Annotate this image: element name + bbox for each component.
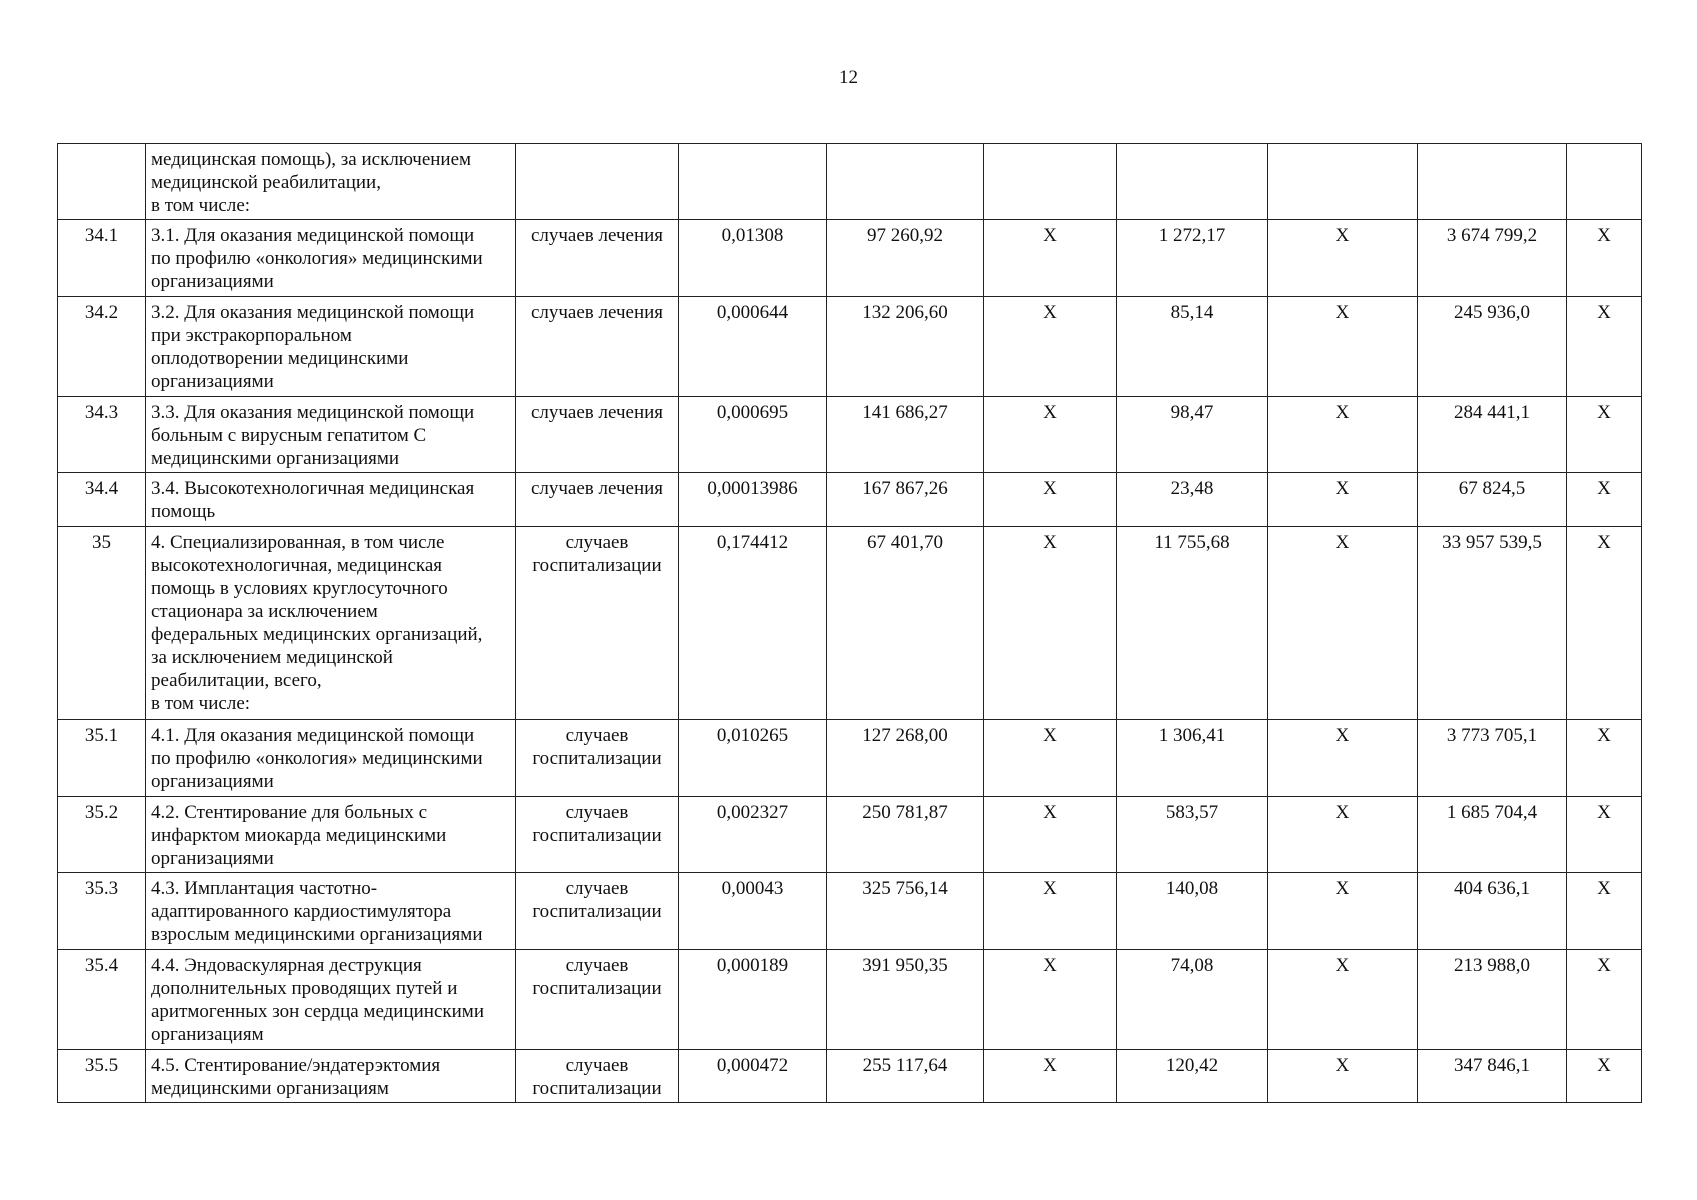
unit-line: госпитализации (532, 901, 662, 922)
col6-cell: 98,47 (1117, 397, 1268, 473)
col7-cell: Х (1268, 397, 1418, 473)
col9-cell (1567, 144, 1642, 220)
name-cell (146, 950, 516, 1050)
name-line: помощь (151, 501, 216, 522)
col6-cell (1117, 144, 1268, 220)
cost-cell: 132 206,60 (827, 297, 984, 397)
row-number-cell: 35.1 (58, 720, 146, 797)
col9-cell: Х (1567, 397, 1642, 473)
norm-cell: 0,00043 (679, 873, 827, 950)
col5-cell: Х (984, 297, 1117, 397)
name-line: больным с вирусным гепатитом С (151, 425, 427, 446)
col9-cell: Х (1567, 473, 1642, 527)
name-line: 3.1. Для оказания медицинской помощи (151, 225, 475, 246)
name-cell (146, 1050, 516, 1103)
cost-cell: 255 117,64 (827, 1050, 984, 1103)
unit-cell (516, 720, 679, 797)
norm-cell: 0,000695 (679, 397, 827, 473)
col7-cell: Х (1268, 297, 1418, 397)
name-cell (146, 473, 516, 527)
name-line: в том числе: (151, 195, 251, 216)
name-cell (146, 397, 516, 473)
table-row (58, 527, 1642, 720)
col8-cell: 33 957 539,5 (1418, 527, 1567, 720)
name-line: 4. Специализированная, в том числе (151, 532, 445, 553)
name-line: 4.4. Эндоваскулярная деструкция (151, 955, 422, 976)
name-line: аритмогенных зон сердца медицинскими (151, 1001, 485, 1022)
col9-cell: Х (1567, 797, 1642, 873)
table-row (58, 873, 1642, 950)
name-line: взрослым медицинскими организациями (151, 924, 483, 945)
row-number-cell (58, 144, 146, 220)
col8-cell: 213 988,0 (1418, 950, 1567, 1050)
name-line: 3.4. Высокотехнологичная медицинская (151, 478, 475, 499)
col8-cell: 404 636,1 (1418, 873, 1567, 950)
col9-cell: Х (1567, 720, 1642, 797)
name-line: инфарктом миокарда медицинскими (151, 825, 447, 846)
col5-cell (984, 144, 1117, 220)
name-line: оплодотворении медицинскими (151, 348, 409, 369)
cost-cell: 325 756,14 (827, 873, 984, 950)
col8-cell: 3 674 799,2 (1418, 220, 1567, 297)
name-cell (146, 797, 516, 873)
col6-cell: 120,42 (1117, 1050, 1268, 1103)
unit-line: госпитализации (532, 1078, 662, 1099)
row-number-cell: 34.4 (58, 473, 146, 527)
row-number-cell: 35.2 (58, 797, 146, 873)
col8-cell: 245 936,0 (1418, 297, 1567, 397)
col9-cell: Х (1567, 220, 1642, 297)
table-row (58, 1050, 1642, 1103)
name-line: дополнительных проводящих путей и (151, 978, 458, 999)
col8-cell: 284 441,1 (1418, 397, 1567, 473)
col7-cell: Х (1268, 950, 1418, 1050)
name-line: организациям (151, 1024, 264, 1045)
col6-cell: 23,48 (1117, 473, 1268, 527)
col5-cell: Х (984, 720, 1117, 797)
name-line: по профилю «онкология» медицинскими (151, 748, 483, 769)
name-line: стационара за исключением (151, 601, 378, 622)
unit-line: случаев (565, 1055, 629, 1076)
name-cell (146, 873, 516, 950)
col7-cell: Х (1268, 873, 1418, 950)
name-cell (146, 144, 516, 220)
col5-cell: Х (984, 473, 1117, 527)
unit-line: госпитализации (532, 825, 662, 846)
name-line: 3.3. Для оказания медицинской помощи (151, 402, 475, 423)
col5-cell: Х (984, 797, 1117, 873)
name-line: помощь в условиях круглосуточного (151, 578, 448, 599)
unit-line: госпитализации (532, 978, 662, 999)
name-line: 3.2. Для оказания медицинской помощи (151, 302, 475, 323)
unit-cell (516, 220, 679, 297)
name-line: 4.1. Для оказания медицинской помощи (151, 725, 475, 746)
table-row (58, 473, 1642, 527)
name-line: медицинскими организациями (151, 448, 400, 469)
col5-cell: Х (984, 220, 1117, 297)
unit-line: случаев лечения (530, 225, 664, 246)
norm-cell: 0,010265 (679, 720, 827, 797)
col9-cell: Х (1567, 527, 1642, 720)
unit-line: случаев лечения (530, 478, 664, 499)
name-cell (146, 297, 516, 397)
cost-cell: 391 950,35 (827, 950, 984, 1050)
name-line: 4.5. Стентирование/эндатерэктомия (151, 1055, 441, 1076)
name-cell (146, 720, 516, 797)
col6-cell: 140,08 (1117, 873, 1268, 950)
cost-cell: 250 781,87 (827, 797, 984, 873)
col7-cell: Х (1268, 1050, 1418, 1103)
col7-cell: Х (1268, 720, 1418, 797)
table-row (58, 797, 1642, 873)
name-line: по профилю «онкология» медицинскими (151, 248, 483, 269)
col6-cell: 11 755,68 (1117, 527, 1268, 720)
name-line: организациями (151, 771, 274, 792)
col9-cell: Х (1567, 950, 1642, 1050)
col5-cell: Х (984, 950, 1117, 1050)
unit-cell (516, 1050, 679, 1103)
table-row (58, 950, 1642, 1050)
unit-line: случаев (565, 955, 629, 976)
cost-cell: 167 867,26 (827, 473, 984, 527)
row-number-cell: 34.2 (58, 297, 146, 397)
unit-line: госпитализации (532, 748, 662, 769)
table-row (58, 144, 1642, 220)
col6-cell: 1 272,17 (1117, 220, 1268, 297)
row-number-cell: 34.1 (58, 220, 146, 297)
unit-line: случаев лечения (530, 302, 664, 323)
name-line: адаптированного кардиостимулятора (151, 901, 452, 922)
col9-cell: Х (1567, 1050, 1642, 1103)
row-number-cell: 34.3 (58, 397, 146, 473)
col7-cell: Х (1268, 220, 1418, 297)
cost-cell: 97 260,92 (827, 220, 984, 297)
norm-cell: 0,00013986 (679, 473, 827, 527)
unit-cell (516, 527, 679, 720)
name-line: медицинскими организациям (151, 1078, 389, 1099)
name-line: организациями (151, 271, 274, 292)
cost-cell: 67 401,70 (827, 527, 984, 720)
col8-cell: 347 846,1 (1418, 1050, 1567, 1103)
col9-cell: Х (1567, 873, 1642, 950)
unit-line: случаев (565, 532, 629, 553)
col5-cell: Х (984, 1050, 1117, 1103)
table-row (58, 297, 1642, 397)
name-line: 4.3. Имплантация частотно- (151, 878, 378, 899)
col8-cell: 1 685 704,4 (1418, 797, 1567, 873)
norm-cell: 0,000189 (679, 950, 827, 1050)
cost-cell: 127 268,00 (827, 720, 984, 797)
norm-cell: 0,000472 (679, 1050, 827, 1103)
unit-line: случаев (565, 878, 629, 899)
row-number-cell: 35.5 (58, 1050, 146, 1103)
name-line: при экстракорпоральном (151, 325, 352, 346)
unit-line: случаев (565, 725, 629, 746)
table-row (58, 720, 1642, 797)
name-line: в том числе: (151, 693, 251, 714)
norm-cell: 0,01308 (679, 220, 827, 297)
name-line: организациями (151, 371, 274, 392)
col6-cell: 1 306,41 (1117, 720, 1268, 797)
col5-cell: Х (984, 397, 1117, 473)
unit-line: случаев лечения (530, 402, 664, 423)
table-row (58, 397, 1642, 473)
norm-cell: 0,174412 (679, 527, 827, 720)
unit-cell (516, 144, 679, 220)
col7-cell (1268, 144, 1418, 220)
row-number-cell: 35 (58, 527, 146, 720)
col9-cell: Х (1567, 297, 1642, 397)
unit-cell (516, 950, 679, 1050)
col8-cell (1418, 144, 1567, 220)
name-line: медицинской реабилитации, (151, 172, 381, 193)
col6-cell: 85,14 (1117, 297, 1268, 397)
col7-cell: Х (1268, 797, 1418, 873)
name-line: реабилитации, всего, (151, 670, 322, 691)
col8-cell: 3 773 705,1 (1418, 720, 1567, 797)
unit-cell (516, 873, 679, 950)
col5-cell: Х (984, 873, 1117, 950)
cost-cell: 141 686,27 (827, 397, 984, 473)
unit-cell (516, 397, 679, 473)
name-line: медицинская помощь), за исключением (151, 149, 472, 170)
name-line: федеральных медицинских организаций, (151, 624, 483, 645)
unit-cell (516, 297, 679, 397)
data-table (57, 143, 1642, 1103)
col6-cell: 74,08 (1117, 950, 1268, 1050)
name-line: организациями (151, 848, 274, 869)
row-number-cell: 35.4 (58, 950, 146, 1050)
name-cell (146, 220, 516, 297)
name-line: 4.2. Стентирование для больных с (151, 802, 428, 823)
cost-cell (827, 144, 984, 220)
unit-line: случаев (565, 802, 629, 823)
col7-cell: Х (1268, 473, 1418, 527)
name-line: высокотехнологичная, медицинская (151, 555, 443, 576)
table-row (58, 220, 1642, 297)
col5-cell: Х (984, 527, 1117, 720)
col8-cell: 67 824,5 (1418, 473, 1567, 527)
col6-cell: 583,57 (1117, 797, 1268, 873)
name-line: за исключением медицинской (151, 647, 393, 668)
page-number: 12 (839, 67, 858, 88)
name-cell (146, 527, 516, 720)
unit-cell (516, 473, 679, 527)
row-number-cell: 35.3 (58, 873, 146, 950)
table-body (58, 144, 1642, 1103)
col7-cell: Х (1268, 527, 1418, 720)
unit-line: госпитализации (532, 555, 662, 576)
norm-cell (679, 144, 827, 220)
norm-cell: 0,000644 (679, 297, 827, 397)
norm-cell: 0,002327 (679, 797, 827, 873)
unit-cell (516, 797, 679, 873)
